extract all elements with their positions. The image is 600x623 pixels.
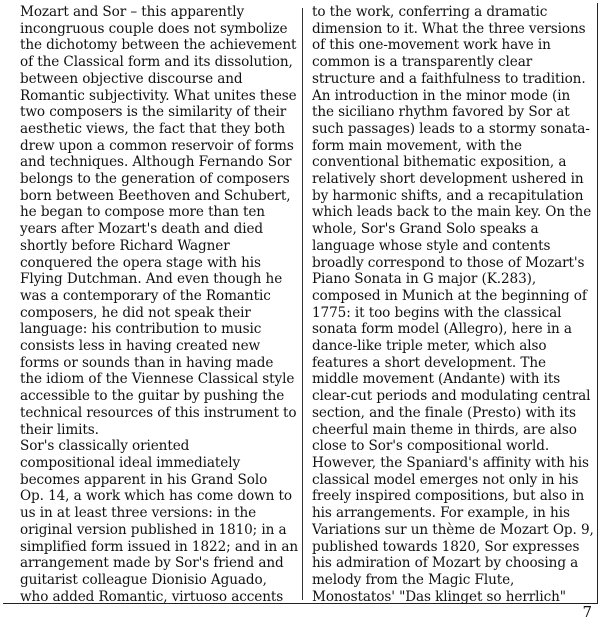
text-line: their limits.	[20, 421, 99, 438]
text-line: close to Sor's compositional world.	[312, 438, 550, 455]
text-line: Mozart and Sor – this apparently	[20, 4, 245, 20]
text-line: and techniques. Although Fernando Sor	[20, 154, 292, 171]
text-line: aesthetic views, the fact that they both	[20, 120, 286, 137]
text-line: who added Romantic, virtuoso accents	[20, 588, 284, 605]
right-column	[312, 4, 594, 605]
text-line: the idiom of the Viennese Classical style	[20, 371, 295, 388]
text-line: consists less in having created new	[20, 338, 261, 355]
text-line: features a short development. The	[312, 354, 546, 371]
text-line: accessible to the guitar by pushing the	[20, 388, 285, 405]
text-line: guitarist colleague Dionisio Aguado,	[20, 571, 267, 588]
text-line: shortly before Richard Wagner	[20, 237, 230, 254]
text-line: conquered the opera stage with his	[20, 254, 261, 271]
text-line: original version published in 1810; in a	[20, 521, 287, 538]
text-line: compositional ideal immediately	[20, 454, 241, 471]
text-line: to the work, conferring a dramatic	[312, 4, 548, 20]
text-line: cheerful main theme in thirds, are also	[312, 421, 577, 438]
text-line: was a contemporary of the Romantic	[20, 287, 271, 304]
text-line: belongs to the generation of composers	[20, 171, 290, 188]
text-line: dance-like triple meter, which also	[312, 338, 547, 355]
text-line: which leads back to the main key. On the	[312, 204, 592, 221]
text-line: his admiration of Mozart by choosing a	[312, 555, 579, 572]
text-line: of this one-movement work have in	[312, 37, 551, 54]
text-line: published towards 1820, Sor expresses	[312, 538, 580, 555]
text-line: An introduction in the minor mode (in	[312, 87, 571, 104]
text-line: composed in Munich at the beginning of	[312, 287, 587, 304]
text-line: forms or sounds than in having made	[20, 354, 274, 371]
text-line: simplified form issued in 1822; and in an	[20, 538, 299, 555]
column-rule	[302, 8, 303, 600]
text-line: between objective discourse and	[20, 70, 243, 87]
text-line: Op. 14, a work which has come down to	[20, 488, 292, 505]
text-line: by harmonic shifts, and a recapitulation	[312, 187, 584, 204]
text-line: two composers is the similarity of their	[20, 104, 287, 121]
text-line: relatively short development ushered in	[312, 171, 584, 188]
text-line: us in at least three versions: in the	[20, 505, 257, 522]
text-line: whole, Sor's Grand Solo speaks a	[312, 221, 539, 238]
text-line: Flying Dutchman. And even though he	[20, 271, 283, 288]
paragraph-1	[7, 4, 297, 438]
text-line: such passages) leads to a stormy sonata-	[312, 120, 590, 137]
paragraph-2	[7, 438, 299, 605]
text-line: classical model emerges not only in his	[312, 471, 579, 488]
text-line: melody from the Magic Flute,	[312, 571, 515, 588]
text-line: structure and a faithfulness to tradition.	[312, 70, 586, 87]
text-line: incongruous couple does not symbolize	[20, 20, 288, 37]
text-line: becomes apparent in his Grand Solo	[20, 471, 268, 488]
text-line: form main movement, with the	[312, 137, 522, 154]
text-line: freely inspired compositions, but also in	[312, 488, 585, 505]
text-line: clear-cut periods and modulating central	[312, 388, 591, 405]
text-line: composers, he did not speak their	[20, 304, 251, 321]
text-line: Romantic subjectivity. What unites these	[20, 87, 297, 104]
text-line: dimension to it. What the three versions	[312, 20, 586, 37]
text-line: sonata form model (Allegro), here in a	[312, 321, 572, 338]
text-line: technical resources of this instrument to	[20, 404, 297, 421]
text-line: language: his contribution to music	[20, 321, 262, 338]
text-line: years after Mozart's death and died	[20, 221, 264, 238]
text-line: section, and the finale (Presto) with its	[312, 404, 576, 421]
text-line: Sor's classically oriented	[20, 438, 190, 455]
text-line: common is a transparently clear	[312, 54, 533, 71]
paragraph-continued	[312, 4, 594, 605]
text-line: the dichotomy between the achievement	[20, 37, 297, 54]
text-line: of the Classical form and its dissolution,	[20, 54, 293, 71]
text-line: Piano Sonata in G major (K.283),	[312, 271, 537, 288]
page-number: 7	[582, 603, 592, 621]
text-line: his arrangements. For example, in his	[312, 505, 570, 522]
text-line: 1775: it too begins with the classical	[312, 304, 562, 321]
text-line: he began to compose more than ten	[20, 204, 265, 221]
text-line: language whose style and contents	[312, 237, 551, 254]
text-line: born between Beethoven and Schubert,	[20, 187, 291, 204]
left-column	[7, 4, 299, 605]
text-line: drew upon a common reservoir of forms	[20, 137, 294, 154]
text-line: Monostatos' "Das klinget so herrlich"	[312, 588, 566, 605]
text-line: Variations sur un thème de Mozart Op. 9,	[312, 521, 594, 538]
text-line: broadly correspond to those of Mozart's	[312, 254, 585, 271]
text-line: the siciliano rhythm favored by Sor at	[312, 104, 570, 121]
text-line: However, the Spaniard's affinity with his	[312, 454, 589, 471]
text-line: middle movement (Andante) with its	[312, 371, 561, 388]
text-line: arrangement made by Sor's friend and	[20, 555, 284, 572]
text-line: conventional bithematic exposition, a	[312, 154, 567, 171]
